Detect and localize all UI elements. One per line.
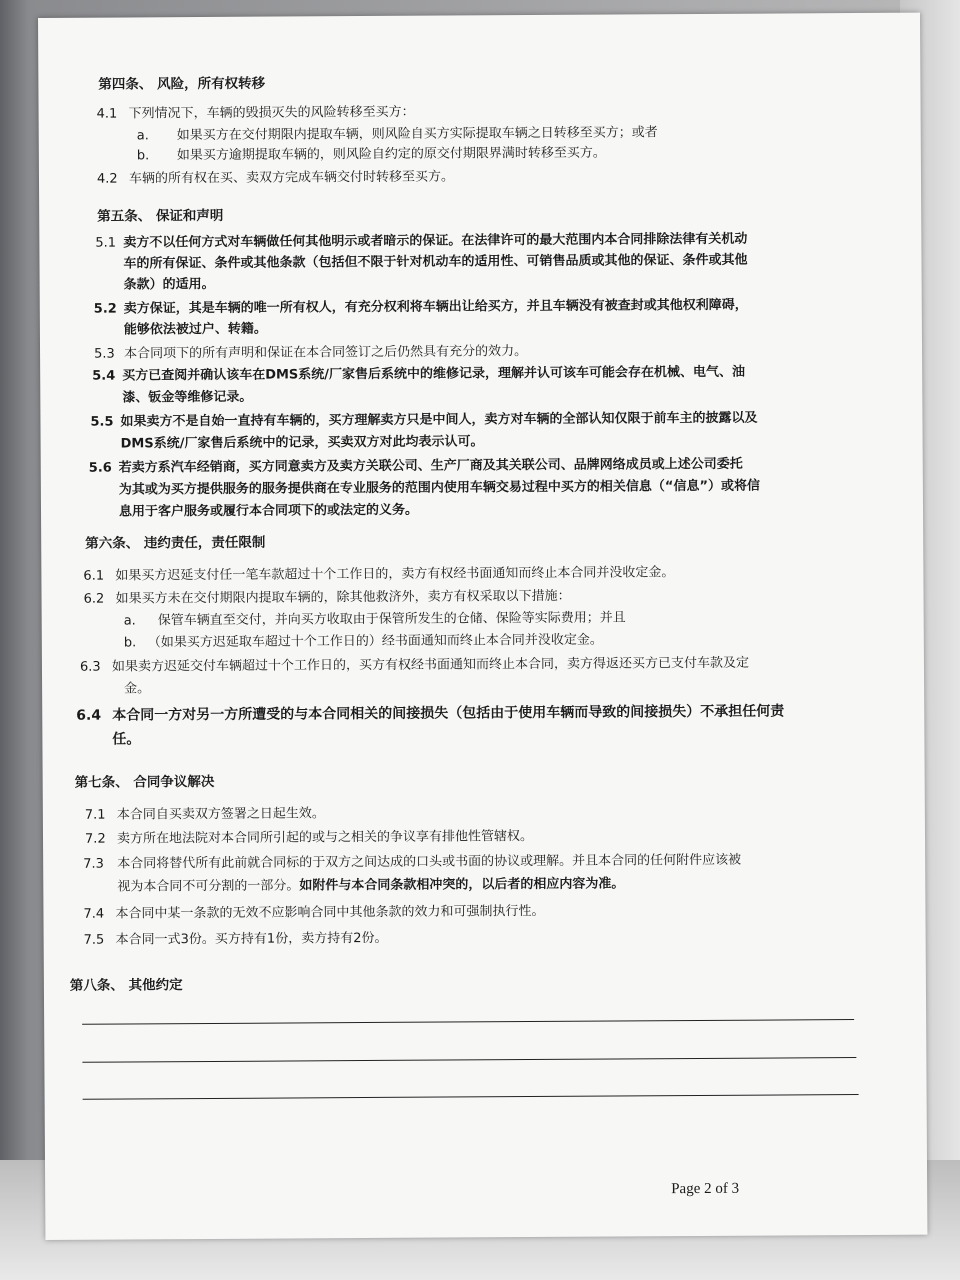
section-4-title: 第四条、 风险，所有权转移 <box>98 75 266 93</box>
clause-7-2-text: 卖方所在地法院对本合同所引起的或与之相关的争议享有排他性管辖权。 <box>116 828 534 847</box>
clause-7-5-text: 本合同一式3份。买方持有1份，卖方持有2份。 <box>115 930 388 948</box>
blank-line-3 <box>83 1094 859 1100</box>
clause-4-1-b-text: 如果买方逾期提取车辆的，则风险自约定的原交付期限界满时转移至买方。 <box>176 145 606 164</box>
clause-5-4-line-2: 漆、钣金等维修记录。 <box>122 389 253 406</box>
clause-4-2-number: 4.2 <box>96 171 118 187</box>
clause-5-2-number: 5.2 <box>93 301 117 317</box>
section-6-title: 第六条、 违约责任，责任限制 <box>85 534 266 552</box>
clause-5-6-line-2: 为其或为买方提供服务的服务提供商在专业服务的范围内使用车辆交易过程中买方的相关信息（“信息”）或将信 <box>118 478 761 498</box>
clause-5-1-number: 5.1 <box>95 235 117 251</box>
clause-5-5-line-2: DMS系统/厂家售后系统中的记录，买卖双方对此均表示认可。 <box>120 434 484 452</box>
clause-5-1-line-3: 条款）的适用。 <box>123 276 215 293</box>
clause-5-4-number: 5.4 <box>92 368 116 384</box>
clause-4-2-text: 车辆的所有权在买、卖双方完成车辆交付时转移至买方。 <box>128 169 455 187</box>
clause-7-4-number: 7.4 <box>83 906 105 922</box>
clause-6-3-line-1: 如果卖方迟延交付车辆超过十个工作日的，买方有权经书面通知而终止本合同，卖方得返还买方已支付车款及定 <box>111 655 750 675</box>
section-8-title: 第八条、 其他约定 <box>69 977 183 994</box>
clause-7-3-line-2b: 如附件与本合同条款相冲突的，以后者的相应内容为准。 <box>299 876 625 894</box>
clause-6-2-b-label: b. <box>123 635 137 651</box>
clause-5-3-number: 5.3 <box>94 346 115 362</box>
clause-7-4-text: 本合同中某一条款的无效不应影响合同中其他条款的效力和可强制执行性。 <box>115 903 545 922</box>
clause-5-5-line-1: 如果卖方不是自始一直持有车辆的，买方理解卖方只是中间人，卖方对车辆的全部认知仅限于前车主的披露以及 <box>120 410 758 430</box>
clause-7-5-number: 7.5 <box>83 932 105 948</box>
clause-5-1-line-2: 车的所有保证、条件或其他条款（包括但不限于针对机动车的适用性、可销售品质或其他的保证、条件或其他 <box>123 252 748 272</box>
page-number: Page 2 of 3 <box>671 1180 740 1198</box>
clause-5-2-line-2: 能够依法被过户、转籍。 <box>123 321 267 338</box>
blank-line-2 <box>82 1057 856 1063</box>
clause-5-2-line-1: 卖方保证，其是车辆的唯一所有权人，有充分权利将车辆出让给买方，并且车辆没有被查封或其他权利障碍， <box>123 297 748 317</box>
section-7-title: 第七条、 合同争议解决 <box>74 773 215 791</box>
contract-page <box>38 13 927 1240</box>
clause-7-3-line-1: 本合同将替代所有此前就合同标的于双方之间达成的口头或书面的协议或理解。并且本合同的任何附件应该被 <box>117 852 742 872</box>
clause-6-1-text: 如果买方迟延支付任一笔车款超过十个工作日的，卖方有权经书面通知而终止本合同并没收定金。 <box>115 565 675 584</box>
clause-6-2-number: 6.2 <box>83 591 105 607</box>
clause-7-3-line-2 <box>117 875 624 896</box>
blank-line-1 <box>82 1019 854 1025</box>
clause-6-2-a-label: a. <box>123 613 136 629</box>
clause-7-3-line-2a: 视为本合同不可分割的一部分。 <box>117 878 300 895</box>
clause-6-3-line-2: 金。 <box>124 681 151 697</box>
clause-6-2-a-text: 保管车辆直至交付，并向买方收取由于保管所发生的仓储、保险等实际费用；并且 <box>157 610 626 629</box>
clause-5-6-number: 5.6 <box>88 460 112 476</box>
section-5-title: 第五条、 保证和声明 <box>97 207 224 225</box>
clause-6-4-line-1: 本合同一方对另一方所遭受的与本合同相关的间接损失（包括由于使用车辆而导致的间接损失）不承担任何责 <box>112 703 785 724</box>
clause-5-4-line-1: 买方已查阅并确认该车在DMS系统/厂家售后系统中的维修记录，理解并认可该车可能会存在机械、电气、油 <box>122 364 746 384</box>
clause-7-2-number: 7.2 <box>84 831 106 847</box>
clause-6-1-number: 6.1 <box>83 568 105 584</box>
clause-4-1-text: 下列情况下，车辆的毁损灭失的风险转移至买方： <box>128 104 415 122</box>
clause-6-2-b-text: （如果买方迟延取车超过十个工作日的）经书面通知而终止本合同并没收定金。 <box>147 632 603 651</box>
clause-5-1-line-1: 卖方不以任何方式对车辆做任何其他明示或者暗示的保证。在法律许可的最大范围内本合同排除法律有关机动 <box>123 231 748 251</box>
clause-7-3-number: 7.3 <box>83 856 104 872</box>
clause-4-1-number: 4.1 <box>96 106 118 122</box>
clause-4-1-b-label: b. <box>136 148 150 164</box>
clause-7-1-text: 本合同自买卖双方签署之日起生效。 <box>116 806 325 823</box>
clause-6-4-number: 6.4 <box>76 707 102 724</box>
clause-4-1-a-label: a. <box>136 128 149 144</box>
clause-5-6-line-1: 若卖方系汽车经销商，买方同意卖方及卖方关联公司、生产厂商及其关联公司、品牌网络成员或上述公司委托 <box>118 456 743 476</box>
clause-7-1-number: 7.1 <box>84 807 106 823</box>
clause-6-3-number: 6.3 <box>79 659 101 675</box>
clause-5-3-text: 本合同项下的所有声明和保证在本合同签订之后仍然具有充分的效力。 <box>124 344 528 362</box>
clause-4-1-a-text: 如果买方在交付期限内提取车辆，则风险自买方实际提取车辆之日转移至买方；或者 <box>176 125 658 144</box>
clause-5-6-line-3: 息用于客户服务或履行本合同项下的或法定的义务。 <box>118 502 419 520</box>
clause-6-4-line-2: 任。 <box>112 731 141 748</box>
clause-5-5-number: 5.5 <box>90 414 114 430</box>
clause-6-2-text: 如果买方未在交付期限内提取车辆的，除其他救济外，卖方有权采取以下措施： <box>115 588 571 607</box>
